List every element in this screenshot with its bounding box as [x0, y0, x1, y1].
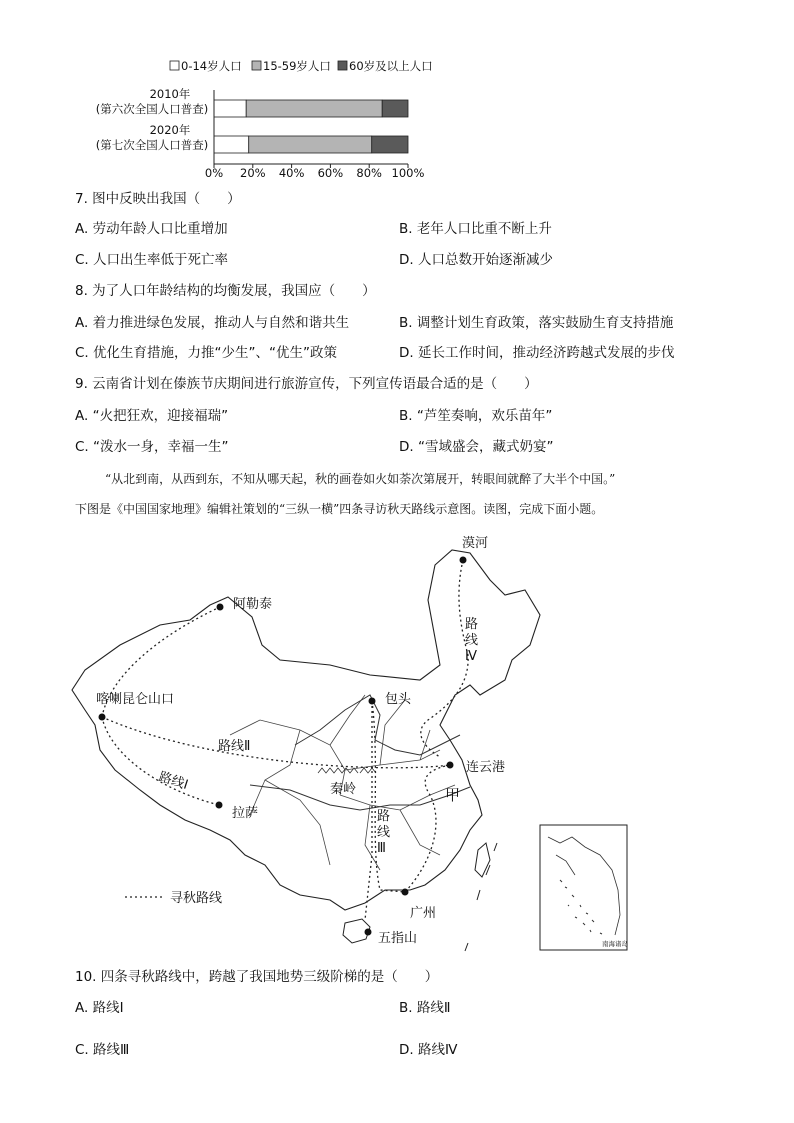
- question-9-option-b[interactable]: B. “芦笙奏响，欢乐苗年”: [399, 408, 553, 424]
- question-7-option-a[interactable]: A. 劳动年龄人口比重增加: [75, 221, 228, 237]
- question-10-option-a[interactable]: A. 路线Ⅰ: [75, 1000, 124, 1016]
- label-route-3-char-3: Ⅲ: [377, 841, 386, 856]
- city-dot-wuzhishan: [365, 929, 372, 936]
- label-qinling: 秦岭: [330, 782, 357, 797]
- route-2: [102, 717, 450, 768]
- question-9-stem: 9. 云南省计划在傣族节庆期间进行旅游宣传，下列宣传语最合适的是（ ）: [75, 376, 538, 392]
- question-7-option-d[interactable]: D. 人口总数开始逐渐减少: [399, 252, 553, 268]
- x-tick-label-4: 80%: [356, 166, 382, 180]
- question-9-option-c[interactable]: C. “泼水一身，幸福一生”: [75, 439, 229, 455]
- question-10-option-b[interactable]: B. 路线Ⅱ: [399, 1000, 451, 1016]
- question-7-stem: 7. 图中反映出我国（ ）: [75, 191, 241, 207]
- autumn-routes-map: [0, 525, 794, 960]
- label-route-4-char-1: 路: [465, 617, 479, 632]
- label-point-jia: 甲: [445, 786, 461, 804]
- bar-segment-1-2: [372, 136, 408, 153]
- label-aletai: 阿勒泰: [233, 597, 273, 612]
- label-lhasa: 拉萨: [232, 806, 259, 821]
- category-label-0-line1: 2010年: [149, 87, 191, 101]
- question-8-stem: 8. 为了人口年龄结构的均衡发展，我国应（ ）: [75, 283, 376, 299]
- city-dot-baotou: [369, 698, 376, 705]
- label-route-3-char-2: 线: [377, 825, 391, 840]
- label-route-2: 路线Ⅱ: [218, 739, 251, 754]
- route-1: [102, 717, 219, 805]
- question-10-option-c[interactable]: C. 路线Ⅲ: [75, 1042, 130, 1058]
- question-8-option-c[interactable]: C. 优化生育措施，力推“少生”、“优生”政策: [75, 345, 337, 361]
- x-tick-label-0: 0%: [204, 166, 224, 180]
- nine-dash-line: [465, 843, 497, 951]
- south-china-sea-inset: [540, 825, 627, 950]
- label-route-3-char-1: 路: [377, 809, 391, 824]
- bar-segment-1-1: [249, 136, 372, 153]
- population-age-chart-svg: [0, 50, 794, 185]
- intro-line-2: 下图是《中国国家地理》编辑社策划的“三纵一横”四条寻访秋天路线示意图。读图，完成下面小题。: [75, 502, 604, 516]
- route-4: [421, 560, 468, 757]
- label-route-4-char-2: 线: [465, 633, 479, 648]
- city-dot-lhasa: [216, 802, 223, 809]
- china-outline: [72, 550, 540, 910]
- x-tick-label-1: 20%: [240, 166, 266, 180]
- question-7-option-b[interactable]: B. 老年人口比重不断上升: [399, 221, 552, 237]
- legend-label-2: 60岁及以上人口: [349, 59, 433, 73]
- bar-segment-1-0: [214, 136, 249, 153]
- yellow-river: [295, 695, 460, 755]
- label-route-1: 路线Ⅰ: [156, 769, 190, 794]
- bar-segment-0-0: [214, 100, 246, 117]
- legend-label-1: 15-59岁人口: [263, 59, 331, 73]
- question-10-option-d[interactable]: D. 路线Ⅳ: [399, 1042, 458, 1058]
- intro-line-1: “从北到南，从西到东，不知从哪天起，秋的画卷如火如荼次第展开，转眼间就醉了大半个中国。”: [105, 472, 616, 486]
- label-lianyungang: 连云港: [466, 760, 506, 775]
- city-dot-mohe: [460, 557, 467, 564]
- question-9-option-d[interactable]: D. “雪域盛会，藏式奶宴”: [399, 439, 554, 455]
- inset-label: 南海诸岛: [602, 940, 628, 948]
- autumn-routes-map-svg: [0, 525, 794, 960]
- question-7-option-c[interactable]: C. 人口出生率低于死亡率: [75, 252, 229, 268]
- route-3: [372, 701, 450, 892]
- x-tick-label-5: 100%: [391, 166, 425, 180]
- legend-route-label: 寻秋路线: [170, 891, 223, 906]
- bar-segment-0-1: [246, 100, 382, 117]
- bar-segment-0-2: [382, 100, 408, 117]
- question-8-option-a[interactable]: A. 着力推进绿色发展，推动人与自然和谐共生: [75, 315, 350, 331]
- label-guangzhou: 广州: [410, 906, 437, 921]
- category-label-0-line2: (第六次全国人口普查): [95, 102, 209, 116]
- question-9-option-a[interactable]: A. “火把狂欢，迎接福瑞”: [75, 408, 229, 424]
- question-8-option-d[interactable]: D. 延长工作时间，推动经济跨越式发展的步伐: [399, 345, 675, 361]
- legend-label-0: 0-14岁人口: [181, 59, 242, 73]
- population-age-chart: [0, 50, 794, 185]
- x-tick-label-3: 60%: [317, 166, 344, 180]
- route-3-south: [365, 701, 372, 920]
- label-wuzhishan: 五指山: [378, 931, 418, 946]
- label-karakorum: 喀喇昆仑山口: [96, 692, 175, 707]
- legend-swatch-0: [170, 61, 179, 70]
- mountain-symbol: [318, 768, 376, 773]
- city-dot-aletai: [217, 604, 224, 611]
- label-baotou: 包头: [385, 692, 412, 707]
- city-dot-lianyungang: [447, 762, 454, 769]
- question-8-option-b[interactable]: B. 调整计划生育政策，落实鼓励生育支持措施: [399, 315, 674, 331]
- question-10-stem: 10. 四条寻秋路线中，跨越了我国地势三级阶梯的是（ ）: [75, 969, 439, 985]
- category-label-1-line2: (第七次全国人口普查): [95, 138, 209, 152]
- x-tick-label-2: 40%: [278, 166, 305, 180]
- yangtze-river: [250, 785, 470, 810]
- label-mohe: 漠河: [462, 536, 489, 551]
- legend-swatch-1: [252, 61, 261, 70]
- label-route-4-char-3: Ⅳ: [465, 649, 477, 664]
- city-dot-karakorum: [99, 714, 106, 721]
- category-label-1-line1: 2020年: [149, 123, 191, 137]
- city-dot-guangzhou: [402, 889, 409, 896]
- legend-swatch-2: [338, 61, 347, 70]
